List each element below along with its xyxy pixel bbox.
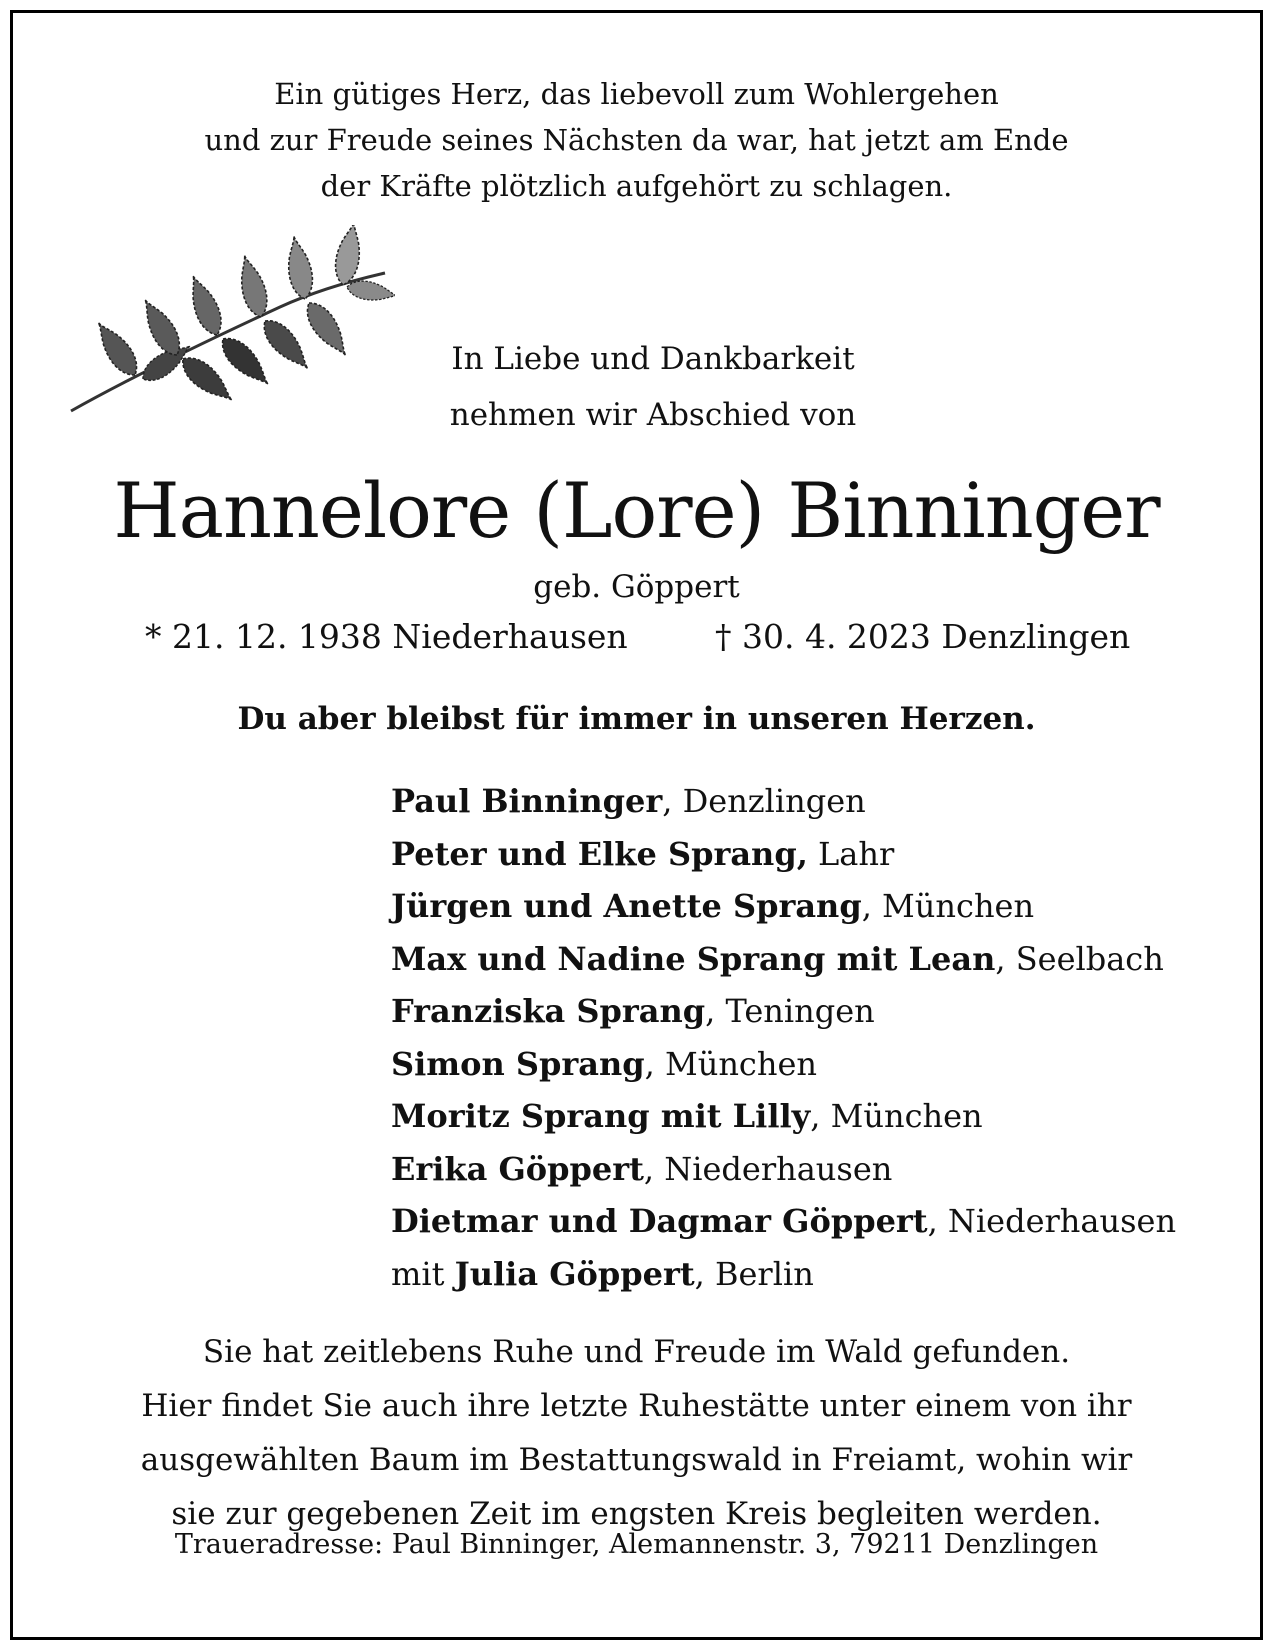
mourner-entry [391, 1090, 1176, 1143]
intro-line: Ein gütiges Herz, das liebevoll zum Wohlergehen [274, 77, 999, 111]
closing-line: Sie hat zeitlebens Ruhe und Freude im Wald gefunden. [202, 1334, 1071, 1370]
mourner-entry [391, 775, 1176, 828]
closing-text [13, 1325, 1260, 1541]
farewell-line: In Liebe und Dankbarkeit [451, 341, 855, 377]
maiden-name: geb. Göppert [533, 569, 740, 605]
deceased-name: Hannelore (Lore) Binninger [113, 466, 1160, 555]
obituary-frame [10, 10, 1263, 1640]
farewell-text [313, 331, 993, 443]
mourner-entry [391, 1143, 1176, 1196]
mourner-entry [391, 985, 1176, 1038]
mourner-entry [391, 1038, 1176, 1091]
mourner-place: , München [644, 1044, 817, 1083]
intro-line: und zur Freude seines Nächsten da war, hat jetzt am Ende [204, 123, 1069, 157]
mourner-place: , Niederhausen [927, 1202, 1177, 1240]
mourning-address: Traueradresse: Paul Binninger, Alemannenstr. 3, 79211 Denzlingen [174, 1529, 1099, 1560]
mourner-entry [391, 933, 1176, 986]
mourner-place: , Teningen [705, 992, 875, 1030]
birth-date: * 21. 12. 1938 Niederhausen [145, 617, 628, 656]
farewell-line: nehmen wir Abschied von [449, 397, 857, 433]
death-date: † 30. 4. 2023 Denzlingen [715, 617, 1131, 656]
intro-verse [13, 71, 1260, 209]
mourner-name: Simon Sprang [391, 1044, 645, 1083]
mourner-place: , München [810, 1097, 983, 1135]
mourner-name: Paul Binninger [391, 782, 663, 820]
mourner-prefix: mit [391, 1254, 455, 1293]
mourner-name: Moritz Sprang mit Lilly [391, 1097, 811, 1135]
mourner-place: , Seelbach [995, 939, 1164, 978]
mourner-name: Jürgen und Anette Sprang [391, 887, 862, 925]
mourner-name: Peter und Elke Sprang, [391, 834, 808, 873]
mourner-place: , München [861, 887, 1035, 925]
mourner-name: Franziska Sprang [391, 992, 706, 1030]
mourner-name: Max und Nadine Sprang mit Lean [391, 939, 996, 978]
closing-line: ausgewählten Baum im Bestattungswald in Freiamt, wohin wir [140, 1442, 1133, 1478]
mourner-place: Lahr [807, 834, 895, 873]
closing-line: sie zur gegebenen Zeit im engsten Kreis begleiten werden. [171, 1496, 1102, 1532]
mourner-place: , Denzlingen [662, 782, 866, 820]
mourner-name: Julia Göppert [454, 1254, 695, 1293]
motto: Du aber bleibst für immer in unseren Herzen. [237, 701, 1036, 737]
closing-line: Hier findet Sie auch ihre letzte Ruhestätte unter einem von ihr [141, 1388, 1132, 1424]
mourner-name: Dietmar und Dagmar Göppert [391, 1202, 928, 1240]
mourner-entry [391, 828, 1176, 881]
mourner-entry [391, 880, 1176, 933]
intro-line: der Kräfte plötzlich aufgehört zu schlagen. [320, 169, 953, 203]
mourner-name: Erika Göppert [391, 1149, 644, 1188]
mourner-entry [391, 1248, 1176, 1301]
mourners-list [391, 775, 1176, 1300]
mourner-entry [391, 1195, 1176, 1248]
mourner-place: , Berlin [694, 1254, 814, 1293]
mourner-place: , Niederhausen [643, 1149, 893, 1188]
